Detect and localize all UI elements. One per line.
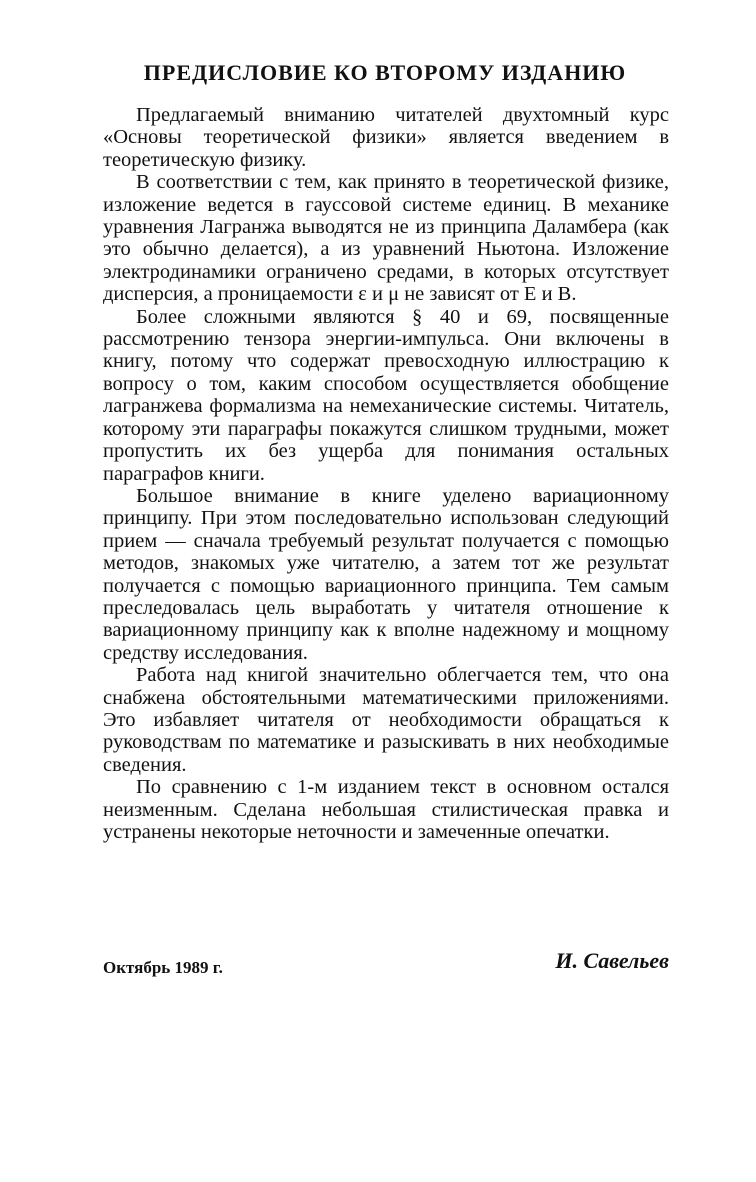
- paragraph-5: Работа над книгой значительно облегчается тем, что она снабжена обстоятельными математическими приложениями. Это избавляет читателя от необходимости обращаться к руководствам по математике и разыскивать в них необходимые сведения.: [103, 664, 669, 776]
- signature-block: [103, 948, 669, 978]
- preface-body: [103, 104, 669, 843]
- paragraph-2: В соответствии с тем, как принято в теоретической физике, изложение ведется в гауссовой системе единиц. В механике уравнения Лагранжа выводятся не из принципа Даламбера (как это обычно делается), а из уравнений Ньютона. Изложение электродинамики ограничено средами, в которых отсутствует дисперсия, а проницаемости ε и μ не зависят от E и B.: [103, 171, 669, 306]
- paragraph-4: Большое внимание в книге уделено вариационному принципу. При этом последовательно использован следующий прием — сначала требуемый результат получается с помощью методов, знакомых уже читателю, а затем тот же результат получается с помощью вариационного принципа. Тем самым преследовалась цель выработать у читателя отношение к вариационному принципу как к вполне надежному и мощному средству исследования.: [103, 484, 669, 664]
- paragraph-1: Предлагаемый вниманию читателей двухтомный курс «Основы теоретической физики» является введением в теоретическую физику.: [103, 104, 669, 171]
- author-name: И. Савельев: [555, 948, 669, 973]
- paragraph-3: Более сложными являются § 40 и 69, посвященные рассмотрению тензора энергии-импульса. Они включены в книгу, потому что содержат превосходную иллюстрацию к вопросу о том, каким способом осуществляется обобщение лагранжева формализма на немеханические системы. Читатель, которому эти параграфы покажутся слишком трудными, может пропустить их без ущерба для понимания остальных параграфов книги.: [103, 305, 669, 485]
- date-line: Октябрь 1989 г.: [103, 958, 223, 977]
- paragraph-6: По сравнению с 1-м изданием текст в основном остался неизменным. Сделана небольшая стилистическая правка и устранены некоторые неточности и замеченные опечатки.: [103, 776, 669, 843]
- page-title: ПРЕДИСЛОВИЕ КО ВТОРОМУ ИЗДАНИЮ: [143, 60, 627, 85]
